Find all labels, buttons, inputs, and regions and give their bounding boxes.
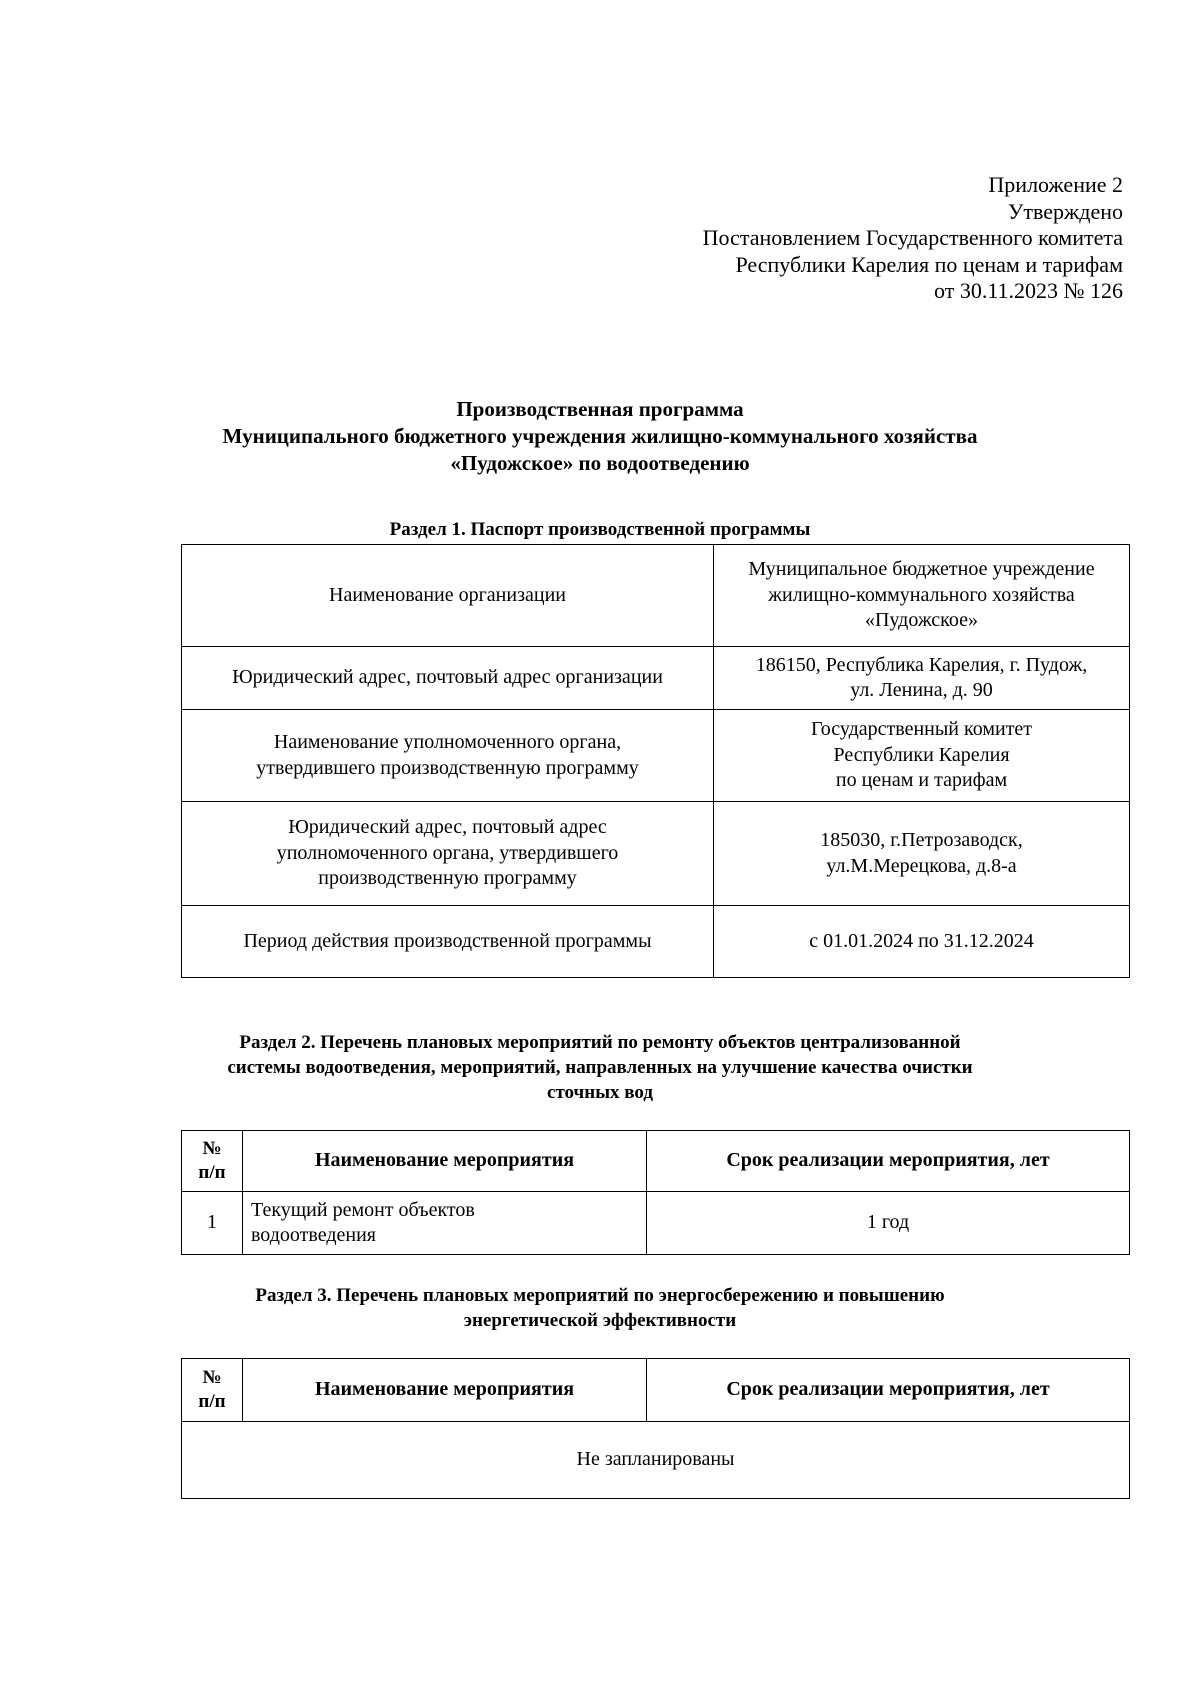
header-term: Срок реализации мероприятия, лет (647, 1359, 1130, 1422)
approval-line: Утверждено (1007, 198, 1123, 224)
approval-block (703, 172, 1123, 305)
energy-measures-table (181, 1358, 1130, 1499)
passport-label: Период действия производственной программы (182, 906, 714, 978)
table-header-row (182, 1359, 1130, 1422)
passport-label: Юридический адрес, почтовый адрес уполномоченного органа, утвердившего производственную программу (182, 802, 714, 906)
approval-line: Постановлением Государственного комитета (702, 225, 1123, 250)
section3-title: Раздел 3. Перечень плановых мероприятий по энергосбережению и повышению энергетической эффективности (255, 1285, 945, 1331)
passport-value: 185030, г.Петрозаводск, ул.М.Мерецкова, д.8-а (714, 802, 1130, 906)
header-num: № п/п (182, 1131, 243, 1192)
passport-label: Наименование уполномоченного органа, утвердившего производственную программу (182, 710, 714, 802)
passport-label: Юридический адрес, почтовый адрес организации (182, 647, 714, 710)
passport-value: 186150, Республика Карелия, г. Пудож, ул. Ленина, д. 90 (714, 647, 1130, 710)
approval-line: Приложение 2 (988, 172, 1123, 197)
empty-row-text: Не запланированы (182, 1422, 1130, 1499)
table-row (182, 1192, 1130, 1255)
section2-title: Раздел 2. Перечень плановых мероприятий по ремонту объектов централизованной системы водоотведения, мероприятий, направленных на улучшение качества очистки сточных вод (227, 1032, 973, 1103)
table-row (182, 647, 1130, 710)
table-row (182, 545, 1130, 647)
header-measure-name: Наименование мероприятия (243, 1131, 647, 1192)
table-row (182, 1422, 1130, 1499)
passport-value: Муниципальное бюджетное учреждение жилищно-коммунального хозяйства «Пудожское» (714, 545, 1130, 647)
row-term: 1 год (647, 1192, 1130, 1255)
passport-value: Государственный комитет Республики Карелия по ценам и тарифам (714, 710, 1130, 802)
approval-line: Республики Карелия по ценам и тарифам (735, 251, 1123, 277)
table-row (182, 906, 1130, 978)
passport-label: Наименование организации (182, 545, 714, 647)
section1-title: Раздел 1. Паспорт производственной программы (389, 519, 811, 540)
passport-value: с 01.01.2024 по 31.12.2024 (714, 906, 1130, 978)
header-num: № п/п (182, 1359, 243, 1422)
title-line: Производственная программа (456, 397, 744, 421)
document-title (0, 396, 1200, 477)
table-row (182, 710, 1130, 802)
row-measure-name: Текущий ремонт объектов водоотведения (243, 1192, 647, 1255)
row-num: 1 (182, 1192, 243, 1255)
repair-measures-table (181, 1130, 1130, 1255)
header-term: Срок реализации мероприятия, лет (647, 1131, 1130, 1192)
approval-line: от 30.11.2023 № 126 (934, 278, 1123, 303)
header-measure-name: Наименование мероприятия (243, 1359, 647, 1422)
title-line: Муниципального бюджетного учреждения жилищно-коммунального хозяйства (222, 424, 978, 448)
table-header-row (182, 1131, 1130, 1192)
title-line: «Пудожское» по водоотведению (450, 451, 750, 475)
table-row (182, 802, 1130, 906)
passport-table (181, 544, 1130, 978)
